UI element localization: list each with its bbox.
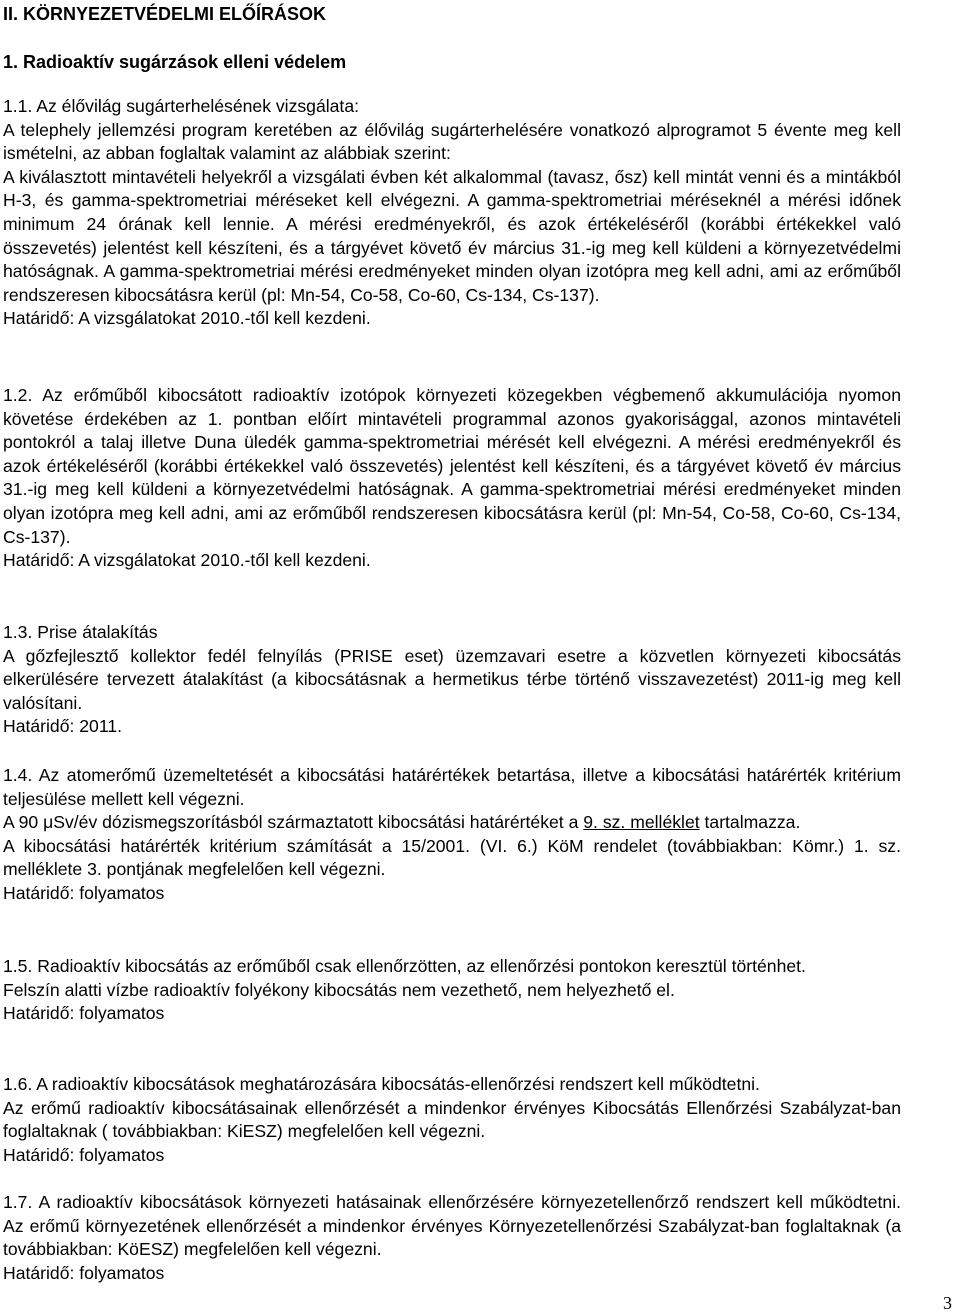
- section-1-5-groundwater: Felszín alatti vízbe radioaktív folyékony kibocsátás nem vezethető, nem helyezhető el.: [3, 979, 675, 1000]
- section-1-4-limit-pre: A 90 μSv/év dózismegszorításból származtatott kibocsátási határértéket a: [3, 812, 579, 833]
- section-1-5-deadline: Határidő: folyamatos: [3, 1003, 165, 1024]
- section-1-3-body: A gőzfejlesztő kollektor fedél felnyílás (PRISE eset) üzemzavari esetre a közvetlen környezeti kibocsátás elkerülésére tervezett átalakítást (a kibocsátásnak a hermetikus térbe történő visszavezetést) 2011-ig meg kell valósítani.: [3, 645, 901, 713]
- section-1-6-body: 1.6. A radioaktív kibocsátások meghatározására kibocsátás-ellenőrzési rendszert kell működtetni.: [3, 1074, 760, 1094]
- section-1-6: [3, 1073, 901, 1167]
- section-1-4-limit: [3, 811, 901, 835]
- section-1-1-body: A kiválasztott mintavételi helyekről a vizsgálati évben két alkalommal (tavasz, ősz) kell mintát venni és a mintákból H-3, és gamma-spektrometriai méréseket kell elvégezni. A gamma-spektrometriai méréseknél a mérési időnek minimum 24 órának kell lennie. A mérési eredményekről, és azok értékeléséről (korábbi értékekkel való összevetés) jelentést kell készíteni, és a tárgyévet követő év március 31.-ig meg kell küldeni a környezetvédelmi hatóságnak. A gamma-spektrometriai mérési eredményeket minden olyan izotópra meg kell adni, ami az erőműből rendszeresen kibocsátásra kerül (pl: Mn-54, Co-58, Co-60, Cs-134, Cs-137).: [3, 166, 901, 305]
- annex-9-link[interactable]: 9. sz. melléklet: [583, 812, 700, 833]
- section-heading: 1. Radioaktív sugárzások elleni védelem: [3, 52, 347, 72]
- section-1-4-deadline: Határidő: folyamatos: [3, 882, 165, 903]
- section-1-7-deadline: Határidő: folyamatos: [3, 1262, 165, 1283]
- section-1-4-limit-post: tartalmazza.: [704, 812, 801, 833]
- section-1-3: [3, 621, 901, 739]
- section-1-4-body: 1.4. Az atomerőmű üzemeltetését a kibocsátási határértékek betartása, illetve a kibocsátási határérték kritérium teljesülése mellett kell végezni.: [3, 765, 901, 809]
- section-1-2-deadline: Határidő: A vizsgálatokat 2010.-től kell kezdeni.: [3, 550, 371, 571]
- main-heading: II. KÖRNYEZETVÉDELMI ELŐÍRÁSOK: [3, 4, 327, 24]
- section-1-5-body: 1.5. Radioaktív kibocsátás az erőműből csak ellenőrzötten, az ellenőrzési pontokon keresztül történhet.: [3, 956, 806, 976]
- section-1-5: [3, 955, 901, 1026]
- section-1-1-deadline: Határidő: A vizsgálatokat 2010.-től kell kezdeni.: [3, 308, 371, 329]
- page-number: 3: [943, 1293, 952, 1313]
- section-1-7-body: 1.7. A radioaktív kibocsátások környezeti hatásainak ellenőrzésére környezetellenőrző rendszert kell működtetni. Az erőmű környezetének ellenőrzését a mindenkor érvényes Környezetellenőrzési Szabályzat-ban foglaltaknak (a továbbiakban: KöESZ) megfelelően kell végezni.: [3, 1192, 901, 1260]
- section-1-6-kiesz: Az erőmű radioaktív kibocsátásainak ellenőrzését a mindenkor érvényes Kibocsátás Ellenőrzési Szabályzat-ban foglaltaknak ( továbbiakban: KiESZ) megfelelően kell végezni.: [3, 1097, 901, 1142]
- section-1-1: [3, 95, 901, 331]
- section-1-4: [3, 764, 901, 906]
- section-1-4-criterion: A kibocsátási határérték kritérium számítását a 15/2001. (VI. 6.) KöM rendelet (továbbiakban: Kömr.) 1. sz. melléklete 3. pontjának megfelelően kell végezni.: [3, 835, 901, 880]
- section-1-1-intro: A telephely jellemzési program keretében az élővilág sugárterhelésére vonatkozó alprogramot 5 évente meg kell ismételni, az abban foglaltak valamint az alábbiak szerint:: [3, 119, 901, 164]
- section-1-7: [3, 1191, 901, 1285]
- section-1-3-title: 1.3. Prise átalakítás: [3, 622, 158, 642]
- section-1-6-deadline: Határidő: folyamatos: [3, 1144, 165, 1165]
- section-1-2-body: 1.2. Az erőműből kibocsátott radioaktív izotópok környezeti közegekben végbemenő akkumulációja nyomon követése érdekében az 1. pontban előírt mintavételi programmal azonos gyakorisággal, azonos mintavételi pontokról a talaj illetve Duna üledék gamma-spektrometriai mérését kell elvégezni. A mérési eredményekről és azok értékeléséről (korábbi értékekkel való összevetés) jelentést kell készíteni, és a tárgyévet követő év március 31.-ig meg kell küldeni a környezetvédelmi hatóságnak. A gamma-spektrometriai mérési eredményeket minden olyan izotópra meg kell adni, ami az erőműből rendszeresen kibocsátásra kerül (pl: Mn-54, Co-58, Co-60, Cs-134, Cs-137).: [3, 385, 901, 547]
- section-1-1-title: 1.1. Az élővilág sugárterhelésének vizsgálata:: [3, 96, 359, 116]
- section-1-3-deadline: Határidő: 2011.: [3, 716, 122, 737]
- section-1-2: [3, 384, 901, 573]
